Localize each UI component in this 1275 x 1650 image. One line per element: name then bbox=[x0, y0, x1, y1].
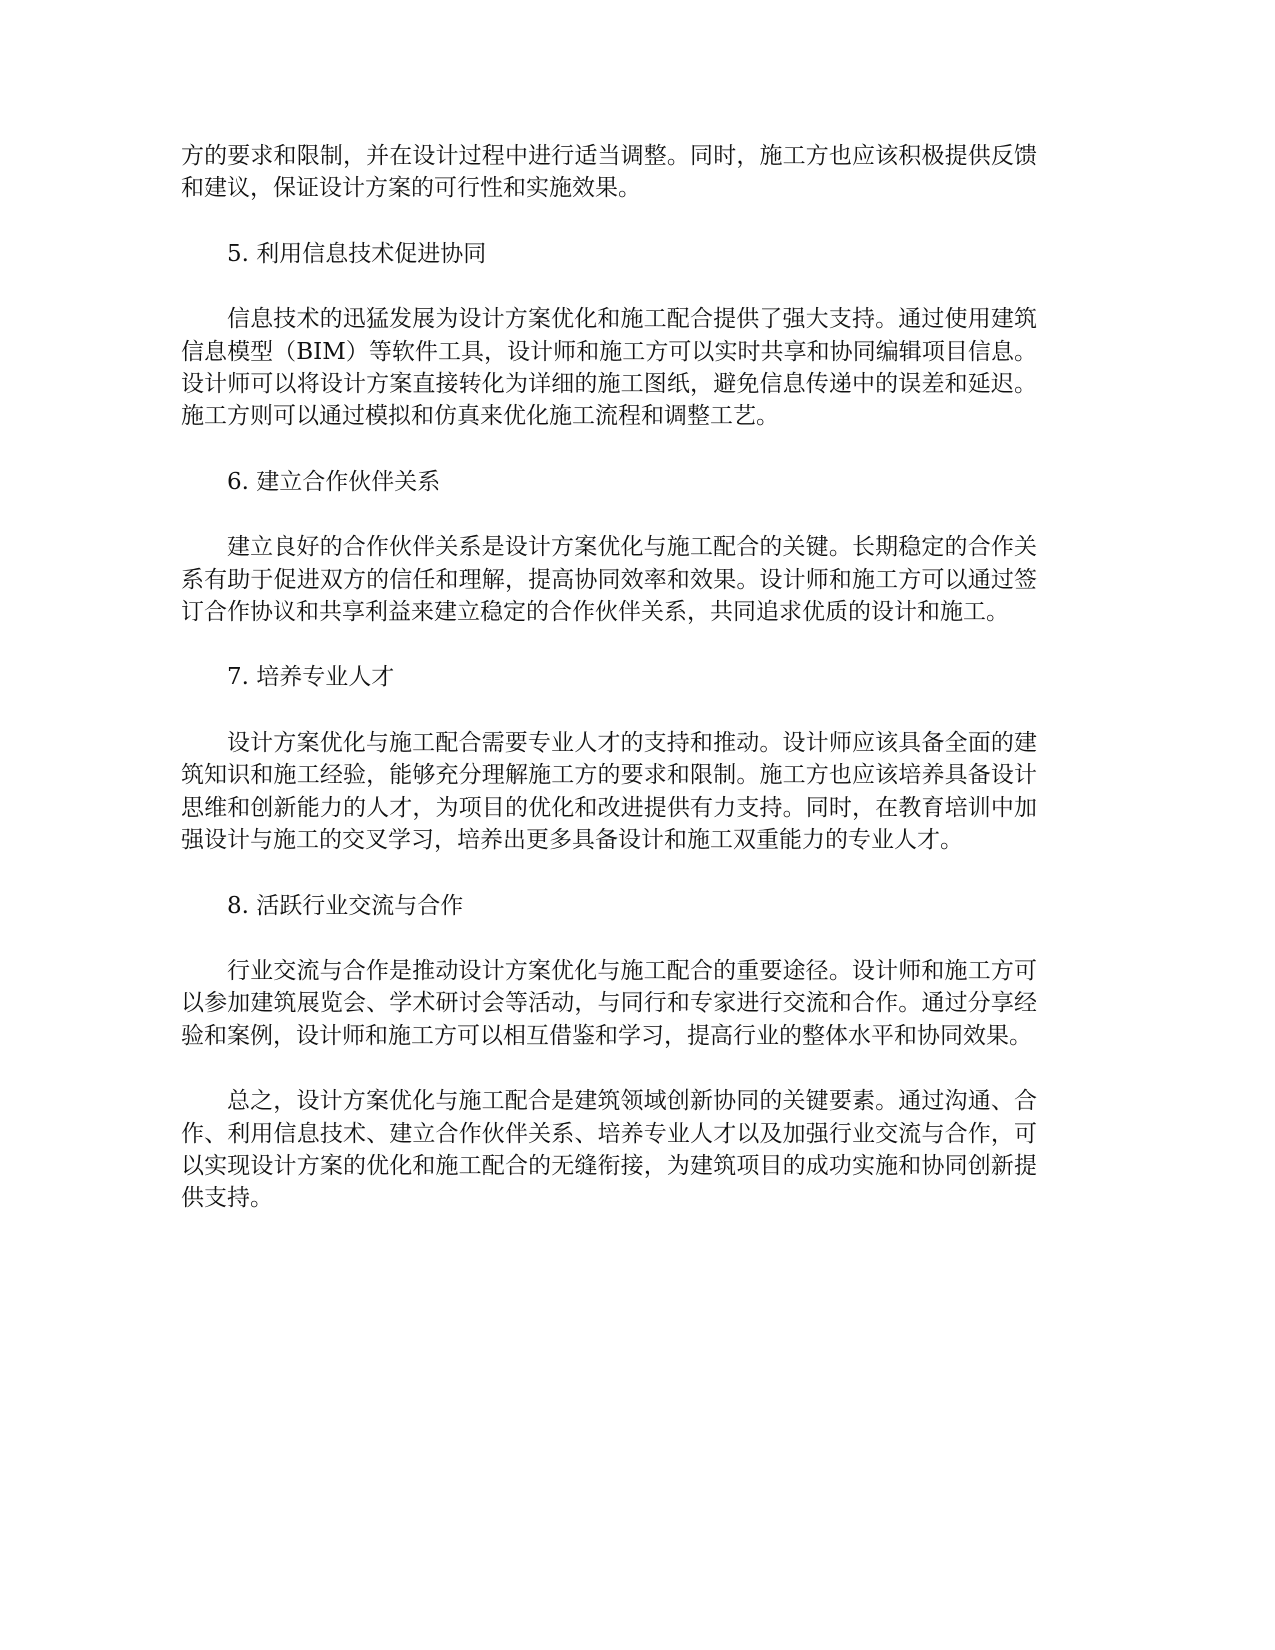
section-heading-6: 6. 建立合作伙伴关系 bbox=[227, 468, 441, 495]
section-heading-5: 5. 利用信息技术促进协同 bbox=[227, 240, 487, 267]
paragraph-conclusion: 总之，设计方案优化与施工配合是建筑领域创新协同的关键要素。通过沟通、合作、利用信息技术、建立合作伙伴关系、培养专业人才以及加强行业交流与合作，可以实现设计方案的优化和施工配合的无缝衔接，为建筑项目的成功实施和协同创新提供支持。 bbox=[181, 1088, 1037, 1212]
paragraph-continuation: 方的要求和限制，并在设计过程中进行适当调整。同时，施工方也应该积极提供反馈和建议，保证设计方案的可行性和实施效果。 bbox=[181, 143, 1037, 202]
paragraph-industry-exchange: 行业交流与合作是推动设计方案优化与施工配合的重要途径。设计师和施工方可以参加建筑展览会、学术研讨会等活动，与同行和专家进行交流和合作。通过分享经验和案例，设计师和施工方可以相互借鉴和学习，提高行业的整体水平和协同效果。 bbox=[181, 957, 1037, 1049]
section-heading-8: 8. 活跃行业交流与合作 bbox=[227, 892, 464, 919]
paragraph-talent: 设计方案优化与施工配合需要专业人才的支持和推动。设计师应该具备全面的建筑知识和施工经验，能够充分理解施工方的要求和限制。施工方也应该培养具备设计思维和创新能力的人才，为项目的优化和改进提供有力支持。同时，在教育培训中加强设计与施工的交叉学习，培养出更多具备设计和施工双重能力的专业人才。 bbox=[181, 729, 1037, 854]
paragraph-information-technology: 信息技术的迅猛发展为设计方案优化和施工配合提供了强大支持。通过使用建筑信息模型（BIM）等软件工具，设计师和施工方可以实时共享和协同编辑项目信息。设计师可以将设计方案直接转化为详细的施工图纸，避免信息传递中的误差和延迟。施工方则可以通过模拟和仿真来优化施工流程和调整工艺。 bbox=[181, 306, 1037, 430]
paragraph-partnership: 建立良好的合作伙伴关系是设计方案优化与施工配合的关键。长期稳定的合作关系有助于促进双方的信任和理解，提高协同效率和效果。设计师和施工方可以通过签订合作协议和共享利益来建立稳定的合作伙伴关系，共同追求优质的设计和施工。 bbox=[181, 534, 1037, 626]
section-heading-7: 7. 培养专业人才 bbox=[227, 664, 395, 691]
document-page bbox=[181, 140, 1037, 1248]
